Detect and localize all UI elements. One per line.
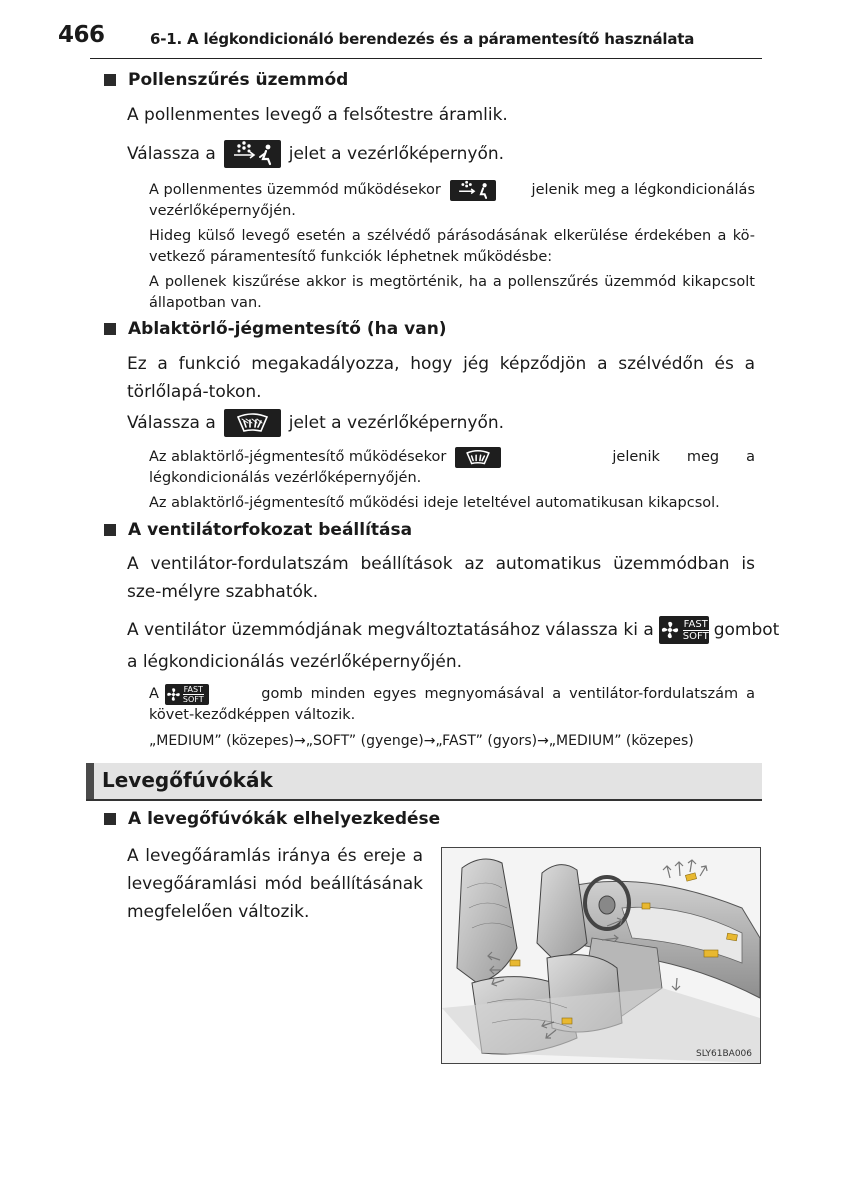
wiper-heading xyxy=(104,319,447,339)
wiper-note2: Az ablaktörlő-jégmentesítő működési ideje leteltével automatikusan kikapcsol. xyxy=(149,495,720,511)
pollen-mode-icon xyxy=(224,140,281,168)
wiper-note1-post: jelenik meg a légkondicionálás vezérlőképernyőjén. xyxy=(149,449,755,486)
soft-label: SOFT xyxy=(682,630,709,642)
pollen-heading xyxy=(104,70,348,90)
fan-heading-text: A ventilátorfokozat beállítása xyxy=(128,520,413,540)
chapter-title: 6-1. A légkondicionáló berendezés és a páramentesítő használata xyxy=(150,30,695,48)
fan-text3: a légkondicionálás vezérlőképernyőjén. xyxy=(127,652,463,672)
bullet-square-icon xyxy=(104,813,116,825)
pollen-note1 xyxy=(149,180,755,222)
vents-heading xyxy=(104,809,440,829)
section-title: Levegőfúvókák xyxy=(102,768,273,792)
fan-text2 xyxy=(127,616,780,644)
wiper-heading-text: Ablaktörlő-jégmentesítő (ha van) xyxy=(128,319,447,339)
figure-code: SLY61BA006 xyxy=(696,1049,752,1059)
vents-heading-text: A levegőfúvókák elhelyezkedése xyxy=(128,809,441,829)
pollen-select-pre: Válassza a xyxy=(127,144,216,164)
wiper-note1-pre: Az ablaktörlő-jégmentesítő működésekor xyxy=(149,449,447,465)
pollen-heading-text: Pollenszűrés üzemmód xyxy=(128,70,349,90)
wiper-text: Ez a funkció megakadályozza, hogy jég képződjön a szélvédőn és a törlőlapá-tokon. xyxy=(127,354,755,402)
wiper-deicer-icon xyxy=(224,409,281,437)
fan-note1-post: gomb minden egyes megnyomásával a ventilátor-fordulatszám a követ-keződképpen változik. xyxy=(149,686,755,723)
vents-text: A levegőáramlás iránya és ereje a levegőáramlási mód beállításának megfelelően változik. xyxy=(127,846,423,922)
soft-label: SOFT xyxy=(182,695,204,704)
bullet-square-icon xyxy=(104,323,116,335)
pollen-note3: A pollenek kiszűrése akkor is megtörténik, ha a pollenszűrés üzemmód kikapcsolt állapotban van. xyxy=(149,274,755,311)
car-interior-drawing xyxy=(442,848,760,1063)
pollen-text: A pollenmentes levegő a felsőtestre áramlik. xyxy=(127,105,508,125)
fan-text2-pre: A ventilátor üzemmódjának megváltoztatásához válassza ki a xyxy=(127,620,654,640)
fan-icon xyxy=(659,619,681,641)
wiper-select-post: jelet a vezérlőképernyőn. xyxy=(288,413,505,433)
vents-illustration xyxy=(441,847,761,1064)
fan-sequence: „MEDIUM” (közepes)→„SOFT” (gyenge)→„FAST” (gyors)→„MEDIUM” (közepes) xyxy=(149,733,694,749)
fan-heading xyxy=(104,520,412,540)
fan-note1 xyxy=(149,684,755,726)
fan-text2-post: gombot xyxy=(713,620,780,640)
page-number: 466 xyxy=(58,22,105,48)
fast-label: FAST xyxy=(683,618,708,630)
fan-text1: A ventilátor-fordulatszám beállítások az automatikus üzemmódban is sze-mélyre szabhatók. xyxy=(127,554,755,602)
pollen-select-line xyxy=(127,140,755,168)
pollen-note2: Hideg külső levegő esetén a szélvédő párásodásának elkerülése érdekében a kö-vetkező páramentesítő funkciók léphetnek működésbe: xyxy=(149,228,755,265)
bullet-square-icon xyxy=(104,74,116,86)
section-underline xyxy=(86,799,762,801)
pollen-select-post: jelet a vezérlőképernyőn. xyxy=(288,144,505,164)
pollen-note1-pre: A pollenmentes üzemmód működésekor xyxy=(149,182,441,198)
wiper-select-pre: Válassza a xyxy=(127,413,216,433)
fast-soft-button-icon xyxy=(659,616,709,644)
pollen-note1-post: jelenik meg a légkondicionálás vezérlőképernyőjén. xyxy=(149,182,755,219)
fan-note1-pre: A xyxy=(149,686,159,702)
bullet-square-icon xyxy=(104,524,116,536)
fast-label: FAST xyxy=(183,685,203,694)
header-rule xyxy=(90,58,762,59)
wiper-select-line xyxy=(127,409,755,437)
wiper-note1 xyxy=(149,447,755,489)
